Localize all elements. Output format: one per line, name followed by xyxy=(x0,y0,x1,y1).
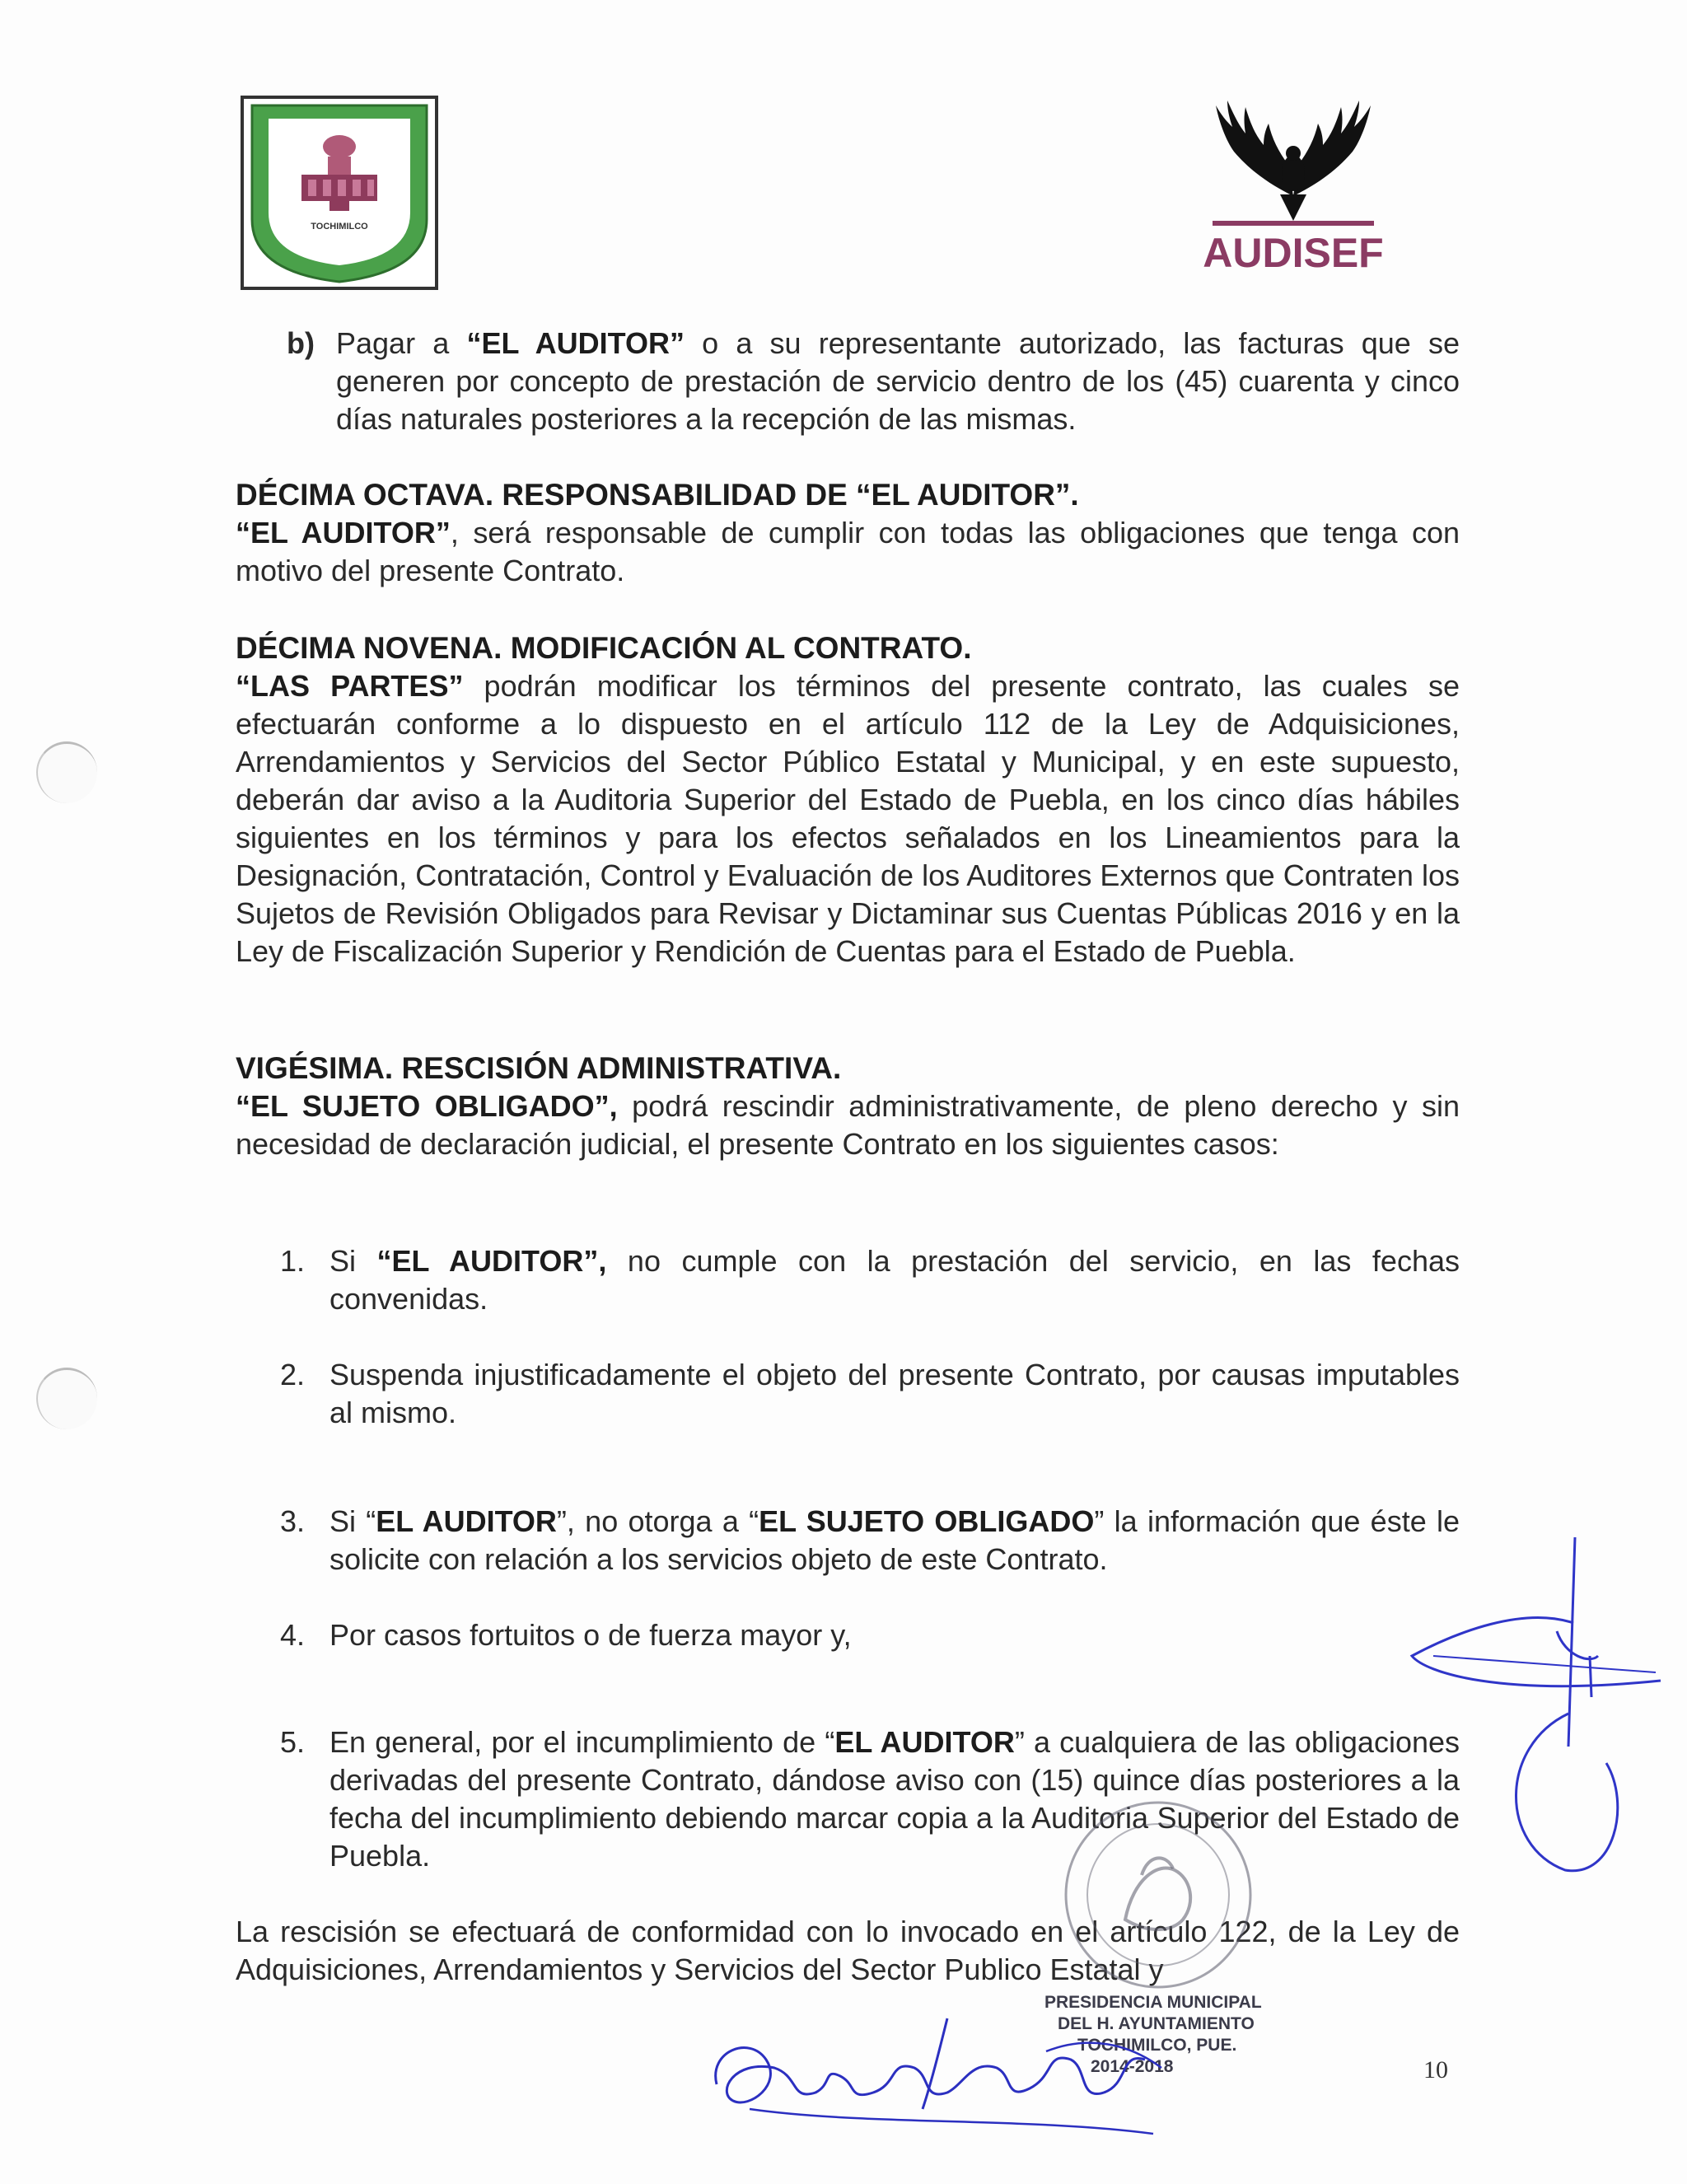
list-item-1 xyxy=(280,1242,1460,1318)
list-item-2 xyxy=(280,1356,1460,1432)
seal-line-1: PRESIDENCIA MUNICIPAL xyxy=(1044,1993,1262,2012)
list-text: ” a cualquiera de las obligaciones derivadas del presente Contrato, dándose aviso con (15) quince días posteriores a la fecha del incumplimiento debiendo marcar copia a la Auditoria Superior del Estado de Puebla. xyxy=(329,1725,1460,1873)
list-number: 1. xyxy=(280,1244,306,1278)
audisef-eagle-logo xyxy=(1194,97,1392,278)
list-text: Si “ xyxy=(329,1504,376,1538)
section-body-decima-octava xyxy=(236,514,1460,590)
list-item-3 xyxy=(280,1503,1460,1578)
tochimilco-shield-logo xyxy=(241,96,438,290)
punch-hole-top xyxy=(36,741,97,803)
punch-hole-bottom xyxy=(36,1368,97,1429)
section-heading-vigesima: VIGÉSIMA. RESCISIÓN ADMINISTRATIVA. xyxy=(236,1051,842,1085)
item-b xyxy=(287,325,1460,438)
list-bold: EL SUJETO OBLIGADO xyxy=(759,1504,1095,1538)
section-heading-decima-novena: DÉCIMA NOVENA. MODIFICACIÓN AL CONTRATO. xyxy=(236,631,972,665)
item-b-auditor: “EL AUDITOR” xyxy=(466,326,685,360)
item-b-text-2: o a su representante autorizado, las facturas que se generen por concepto de prestación de servicio dentro de los (45) cuarenta y cinco días naturales posteriores a la recepción de las mismas. xyxy=(336,326,1460,436)
section-heading-decima-octava: DÉCIMA OCTAVA. RESPONSABILIDAD DE “EL AUDITOR”. xyxy=(236,478,1079,512)
list-item-4 xyxy=(280,1616,1460,1654)
section-text-decima-novena: podrán modificar los términos del presente contrato, las cuales se efectuarán conforme a lo dispuesto en el artículo 112 de la Ley de Adquisiciones, Arrendamientos y Servicios del Sector Público Estatal y Municipal, y en este supuesto, deberán dar aviso a la Auditoria Superior del Estado de Puebla, en los cinco días hábiles siguientes en los términos y para los efectos señalados en los Lineamientos para la Designación, Contratación, Control y Evaluación de los Auditores Externos que Contraten los Sujetos de Revisión Obligados para Revisar y Dictaminar sus Cuentas Públicas 2016 y en la Ley de Fiscalización Superior y Rendición de Cuentas para el Estado de Puebla. xyxy=(236,669,1460,968)
section-text-decima-octava: , será responsable de cumplir con todas las obligaciones que tenga con motivo del presente Contrato. xyxy=(236,516,1460,587)
lead-el-sujeto-obligado: “EL SUJETO OBLIGADO”, xyxy=(236,1089,618,1123)
list-bold: “EL AUDITOR”, xyxy=(376,1244,607,1278)
seal-line-3: TOCHIMILCO, PUE. xyxy=(1077,2036,1237,2055)
list-text: no cumple con la prestación del servicio, en las fechas convenidas. xyxy=(329,1244,1460,1316)
section-decima-octava xyxy=(236,476,1460,590)
section-text-vigesima: podrá rescindir administrativamente, de pleno derecho y sin necesidad de declaración judicial, el presente Contrato en los siguientes casos: xyxy=(236,1089,1460,1161)
margin-signature xyxy=(1400,1532,1672,1878)
list-bold: EL AUDITOR xyxy=(834,1725,1015,1759)
list-number: 4. xyxy=(280,1618,306,1652)
list-bold: EL AUDITOR xyxy=(376,1504,557,1538)
list-number: 5. xyxy=(280,1725,306,1759)
section-vigesima xyxy=(236,1050,1460,1163)
list-text: Suspenda injustificadamente el objeto del presente Contrato, por causas imputables al mismo. xyxy=(329,1358,1460,1429)
item-b-body xyxy=(336,325,1460,438)
list-number: 3. xyxy=(280,1504,306,1538)
lead-el-auditor: “EL AUDITOR” xyxy=(236,516,451,550)
seal-line-2: DEL H. AYUNTAMIENTO xyxy=(1058,2014,1255,2033)
list-number: 2. xyxy=(280,1358,306,1391)
list-text: En general, por el incumplimiento de “ xyxy=(329,1725,835,1759)
list-text: ” la información que éste le solicite con relación a los servicios objeto de este Contrato. xyxy=(329,1504,1460,1576)
list-text: Por casos fortuitos o de fuerza mayor y, xyxy=(329,1618,852,1652)
closing-paragraph: La rescisión se efectuará de conformidad con lo invocado en el artículo 122, de la Ley de Adquisiciones, Arrendamientos y Servicios del Sector Publico Estatal y xyxy=(236,1915,1460,1986)
section-body-vigesima xyxy=(236,1087,1460,1163)
section-decima-novena xyxy=(236,629,1460,970)
item-b-marker: b) xyxy=(287,326,315,360)
lead-las-partes: “LAS PARTES” xyxy=(236,669,464,703)
page-number: 10 xyxy=(1423,2056,1448,2083)
list-text: Si xyxy=(329,1244,377,1278)
section-body-decima-novena xyxy=(236,667,1460,970)
shield-caption: TOCHIMILCO xyxy=(311,222,368,231)
bottom-signature xyxy=(700,1985,1260,2142)
list-text: ”, no otorga a “ xyxy=(556,1504,759,1538)
audisef-wordmark: AUDISEF xyxy=(1203,230,1384,276)
list-item-5 xyxy=(280,1723,1460,1875)
seal-line-4: 2014-2018 xyxy=(1091,2057,1174,2076)
item-b-text-1: Pagar a xyxy=(336,326,467,360)
